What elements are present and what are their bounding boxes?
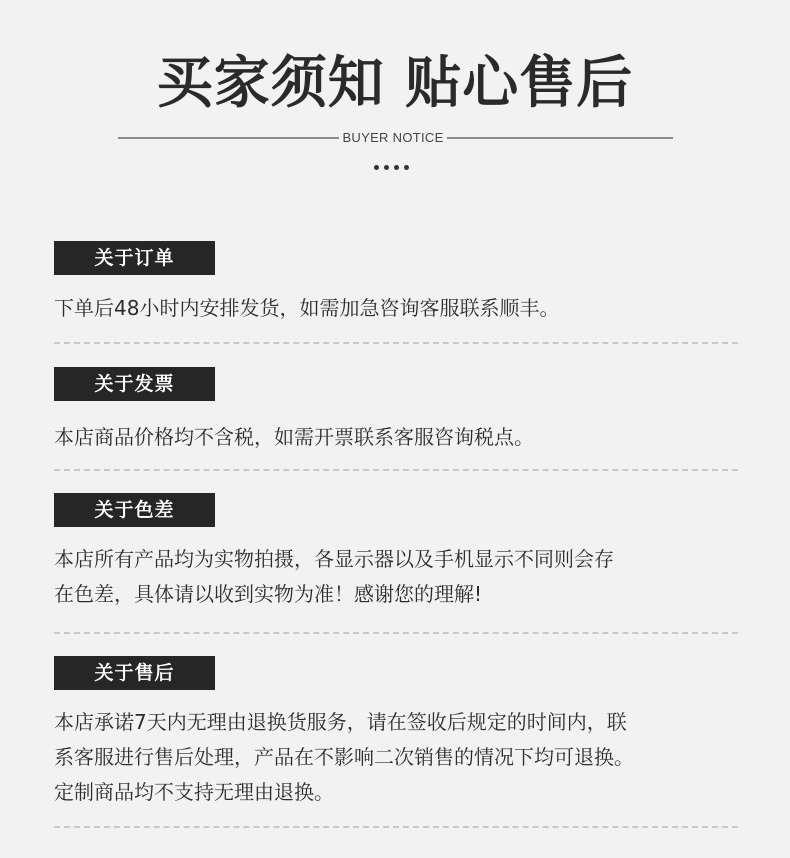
section-text: 本店商品价格均不含税，如需开票联系客服咨询税点。 xyxy=(54,425,534,449)
dot-icon xyxy=(384,165,389,170)
section-tag: 关于发票 xyxy=(54,367,215,401)
subtitle-line-right xyxy=(447,137,673,139)
dot-icon xyxy=(394,165,399,170)
subtitle-line-left xyxy=(118,137,339,139)
dashed-divider xyxy=(54,342,738,344)
dot-icon xyxy=(404,165,409,170)
dot-icon xyxy=(374,165,379,170)
dashed-divider xyxy=(54,826,738,828)
dashed-divider xyxy=(54,469,738,471)
subtitle-row xyxy=(118,126,673,150)
section-tag: 关于订单 xyxy=(54,241,215,275)
section-text: 本店承诺7天内无理由退换货服务，请在签收后规定的时间内，联 系客服进行售后处理，产品在不影响二次销售的情况下均可退换。 定制商品均不支持无理由退换。 xyxy=(54,710,634,804)
section-tag: 关于售后 xyxy=(54,656,215,690)
decorative-dots xyxy=(374,165,414,171)
dashed-divider xyxy=(54,632,738,634)
section-tag: 关于色差 xyxy=(54,493,215,527)
section-text: 下单后48小时内安排发货，如需加急咨询客服联系顺丰。 xyxy=(54,296,560,320)
subtitle: BUYER NOTICE xyxy=(342,130,444,145)
section-text: 本店所有产品均为实物拍摄，各显示器以及手机显示不同则会存 在色差，具体请以收到实物为准！感谢您的理解! xyxy=(54,547,614,606)
page-title: 买家须知 贴心售后 xyxy=(156,51,634,116)
